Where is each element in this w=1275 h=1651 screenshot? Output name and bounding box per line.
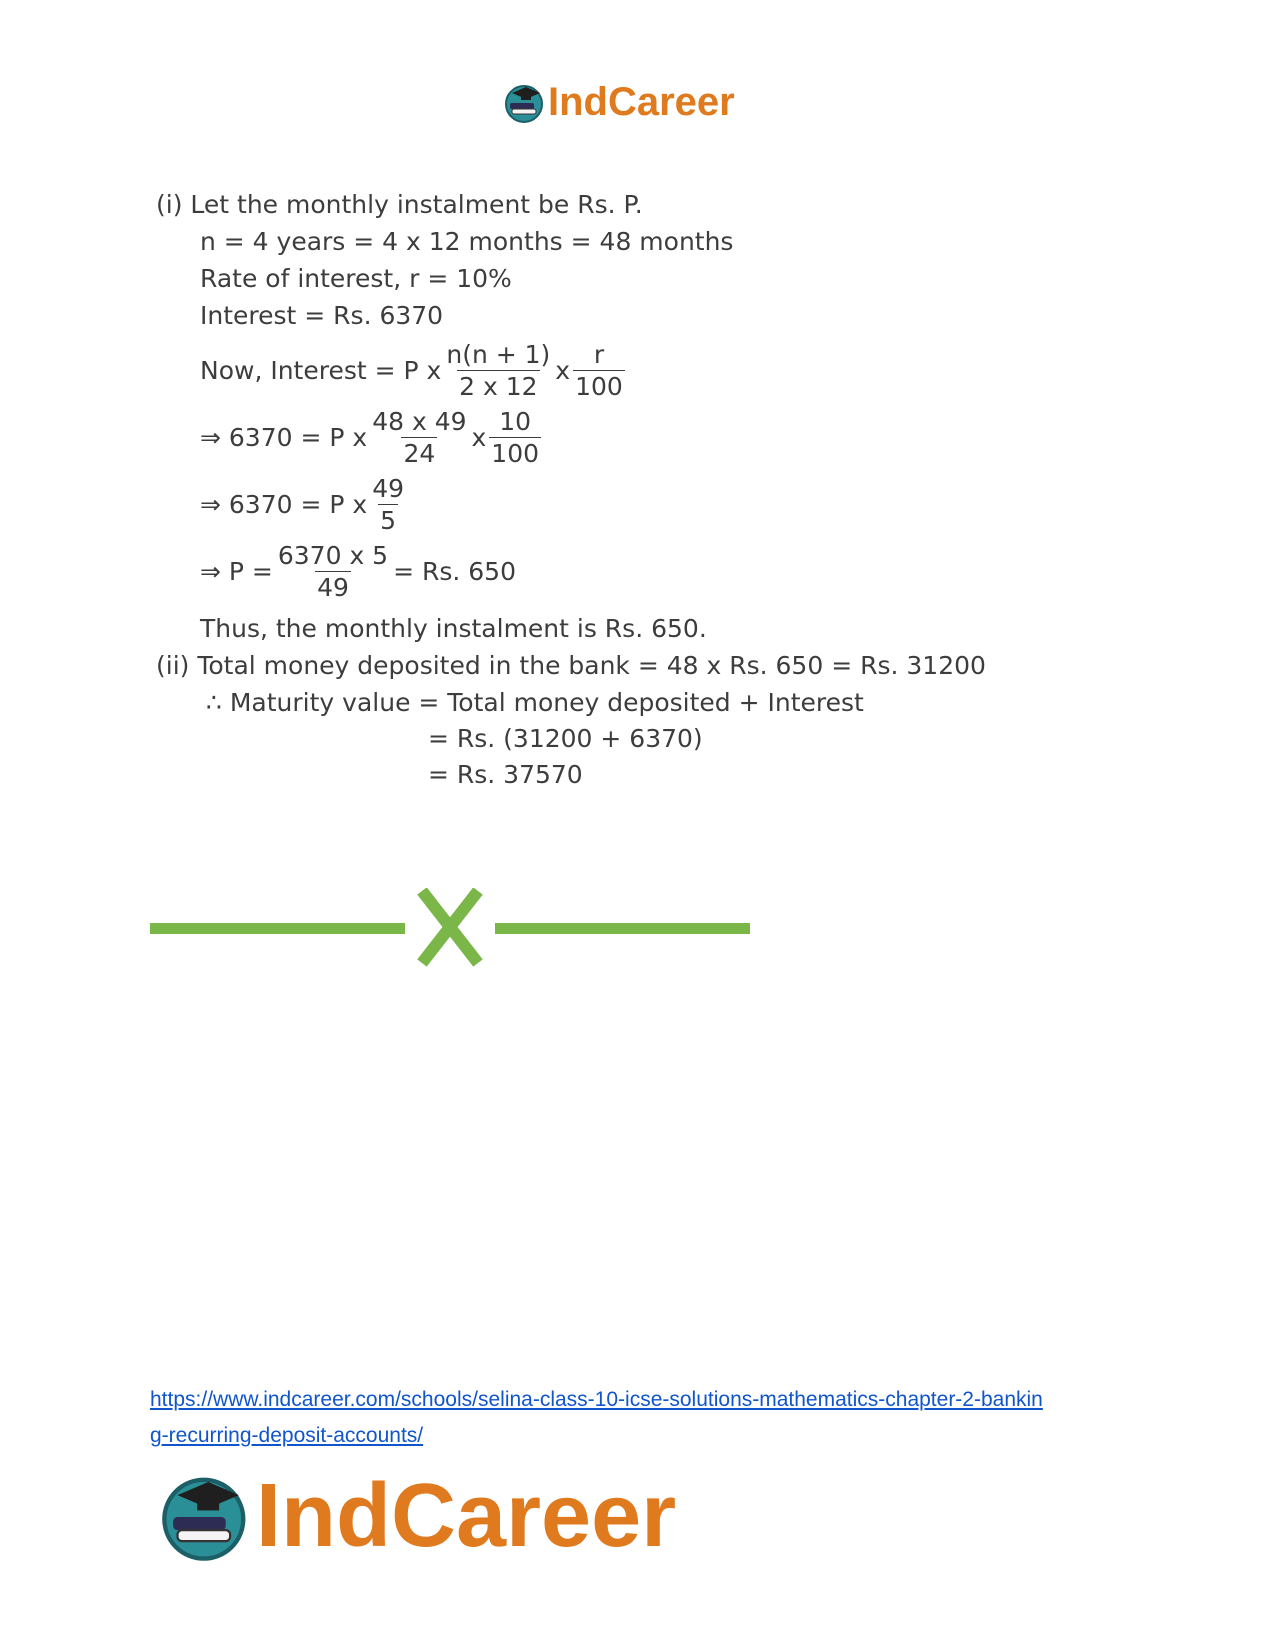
logo-wordmark: IndCareer xyxy=(548,80,735,124)
fraction-denominator: 24 xyxy=(403,439,436,468)
step2-line xyxy=(200,474,409,535)
step1-fraction-1 xyxy=(370,407,468,468)
step2-fraction xyxy=(370,474,406,535)
times-sign: x xyxy=(471,422,487,452)
fraction-numerator: n(n + 1) xyxy=(446,340,551,369)
graduation-book-globe-icon xyxy=(504,83,546,123)
fraction-denominator: 2 x 12 xyxy=(459,372,538,401)
fraction-numerator: 49 xyxy=(372,474,404,503)
fraction-denominator: 49 xyxy=(317,573,349,602)
maturity-line: ∴ Maturity value = Total money deposited + Interest xyxy=(206,688,864,717)
maturity-calc: = Rs. (31200 + 6370) xyxy=(428,724,703,753)
source-link-line-2[interactable]: g-recurring-deposit-accounts/ xyxy=(150,1424,424,1447)
fraction-denominator: 100 xyxy=(491,439,540,468)
part1-intro: (i) Let the monthly instalment be Rs. P. xyxy=(156,190,643,219)
fraction-numerator: 6370 x 5 xyxy=(277,541,389,570)
footer-logo xyxy=(160,1465,676,1568)
n-line: n = 4 years = 4 x 12 months = 48 months xyxy=(200,227,734,256)
header-logo xyxy=(504,80,735,125)
formula-line xyxy=(200,340,628,401)
divider-left-bar xyxy=(150,923,405,934)
maturity-result: = Rs. 37570 xyxy=(428,760,583,789)
part1-conclusion: Thus, the monthly instalment is Rs. 650. xyxy=(200,614,707,643)
part2-line: (ii) Total money deposited in the bank = 48 x Rs. 650 = Rs. 31200 xyxy=(156,651,986,680)
rate-line: Rate of interest, r = 10% xyxy=(200,264,512,293)
logo-wordmark: IndCareer xyxy=(256,1466,677,1566)
step3-prefix: ⇒ P = xyxy=(200,556,273,586)
source-link[interactable] xyxy=(150,1382,1130,1454)
step3-fraction xyxy=(276,541,390,602)
interest-line: Interest = Rs. 6370 xyxy=(200,301,444,330)
x-mark-icon xyxy=(422,891,478,963)
graduation-book-globe-icon xyxy=(160,1472,252,1562)
step2-prefix: ⇒ 6370 = P x xyxy=(200,489,368,519)
step1-line xyxy=(200,407,544,468)
divider-right-bar xyxy=(495,923,750,934)
fraction-numerator: 10 xyxy=(499,407,532,436)
formula-fraction-2 xyxy=(573,340,625,401)
fraction-numerator: 48 x 49 xyxy=(372,407,467,436)
section-divider xyxy=(150,888,750,968)
step1-prefix: ⇒ 6370 = P x xyxy=(200,422,368,452)
fraction-numerator: r xyxy=(593,340,605,369)
formula-prefix: Now, Interest = P x xyxy=(200,355,442,385)
step1-fraction-2 xyxy=(489,407,541,468)
source-link-line-1[interactable]: https://www.indcareer.com/schools/selina-class-10-icse-solutions-mathematics-chapter-2-bankin xyxy=(150,1388,1043,1411)
step3-line xyxy=(200,541,516,602)
fraction-denominator: 100 xyxy=(575,372,623,401)
formula-fraction-1 xyxy=(444,340,552,401)
times-sign: x xyxy=(555,355,571,385)
step3-suffix: = Rs. 650 xyxy=(393,556,516,586)
fraction-denominator: 5 xyxy=(380,506,397,535)
